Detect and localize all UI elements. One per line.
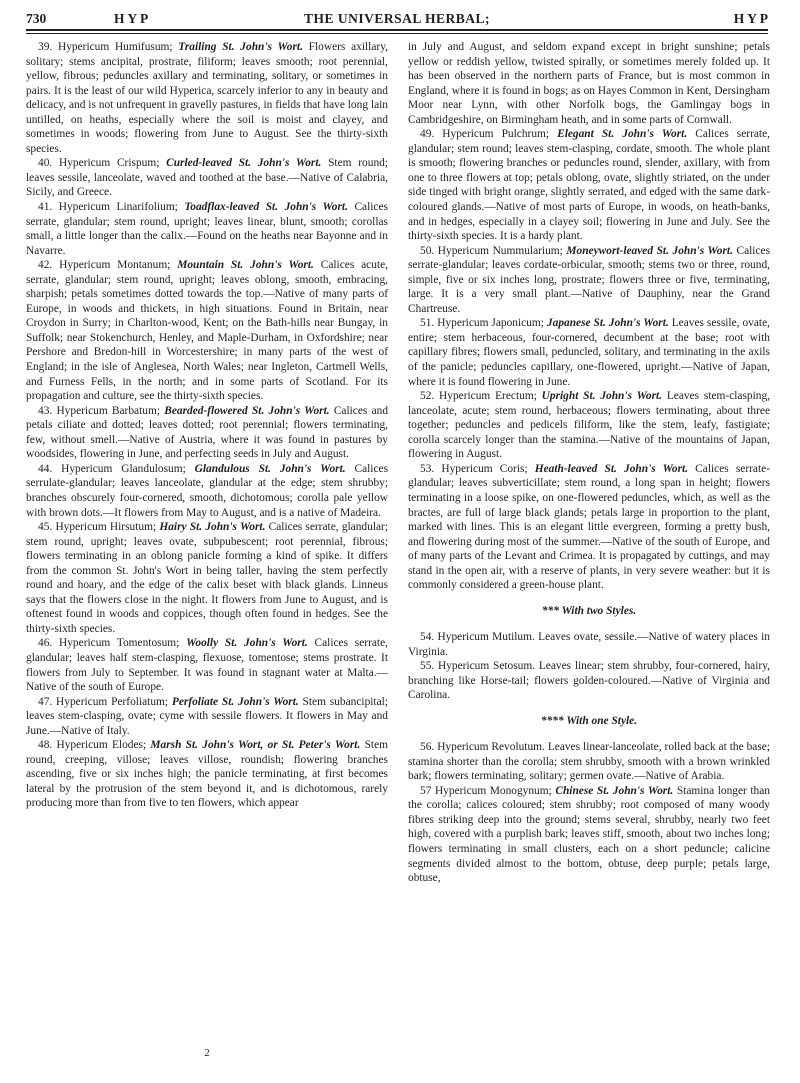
common-name: Trailing St. John's Wort. <box>178 41 303 53</box>
species-entry: 50. Hypericum Nummularium; Moneywort-leaved St. John's Wort. Calices serrate-glandular; leaves cordate-orbicular, smooth; stems two or three, round, simple, five or six inches long, prostrate; flowers three or five, terminating, large. It is a very small plant.—Native of Dauphiny, near the Grand Chartreuse. <box>408 244 770 315</box>
species-entry: 43. Hypericum Barbatum; Bearded-flowered St. John's Wort. Calices and petals ciliate and dotted; leaves dotted; root perennial; flowers terminating, few, without smell.—Native of Austria, where it was found in pastures by woodsides, flowering in June, and perfecting seeds in July and August. <box>26 404 389 461</box>
common-name: Curled-leaved St. John's Wort. <box>166 157 322 170</box>
common-name: Elegant St. John's Wort. <box>557 128 688 141</box>
species-entry: 46. Hypericum Tomentosum; Woolly St. John's Wort. Calices serrate, glandular; leaves half stem-clasping, flexuose, tomentose; stems prostrate. It flowers from July to September. It was found in stagnant water at Malta.—Native of the south of Europe. <box>26 637 388 694</box>
common-name: Upright St. John's Wort. <box>541 390 663 403</box>
species-entry: 53. Hypericum Coris; Heath-leaved St. John's Wort. Calices serrate-glandular; leaves subverticillate; stem round, a long span in height; flowers terminating in a loose spike, on one-flowered peduncles, which, as well as the bractes, are full of large black glands; petals large in proportion to the plant, marked with lines. This is an elegant little evergreen, forming a pretty bush, and flowering during most of the summer.—Native of the south of Europe, and of many parts of the Levant and Crimea. It is propagated by cuttings, and may stand in the open air, with a reserve of plants, in very severe weather: but it is commonly considered a green-house plant. <box>408 462 770 592</box>
page-header <box>26 8 768 30</box>
species-entry: 55. Hypericum Setosum. Leaves linear; stem shrubby, four-cornered, hairy, branching like Horse-tail; flowers golden-coloured.—Native of Virginia and Carolina. <box>408 660 770 702</box>
species-entry: 44. Hypericum Glandulosum; Glandulous St. John's Wort. Calices serrulate-glandular; leaves lanceolate, glandular at the edge; stem shrubby; branches obscurely four-cornered, smooth, dichotomous; corolla pale yellow with brown dots.—It flowers from May to August, and is a native of Madeira. <box>26 462 388 519</box>
common-name: Chinese St. John's Wort. <box>555 784 674 797</box>
common-name: Bearded-flowered St. John's Wort. <box>164 404 330 417</box>
species-entry: 47. Hypericum Perfoliatum; Perfoliate St. John's Wort. Stem subancipital; leaves stem-clasping, ovate; cyme with sessile flowers. It flowers in May and June.—Native of Italy. <box>26 695 388 737</box>
species-entry: 48. Hypericum Elodes; Marsh St. John's Wort, or St. Peter's Wort. Stem round, creeping, villose; leaves villose, roundish; flowering branches ascending, five or six inches high; the panicle terminating, at first becomes lateral by the protrusion of the stem beyond it, and is dichotomous, rarely producing more than from five to ten flowers, which appear <box>26 739 388 810</box>
header-right-word: H Y P <box>733 11 768 26</box>
common-name: Mountain St. John's Wort. <box>177 259 314 272</box>
species-entry: 52. Hypericum Erectum; Upright St. John's Wort. Leaves stem-clasping, lanceolate, acute; stem round, herbaceous; flowers terminating, about three together; peduncles and pedicels filiform, like the stem, leafy, fastigiate; corolla scarcely longer than the stamina.—Native of the mountains of Japan, flowering in August. <box>408 390 770 461</box>
common-name: Glandulous St. John's Wort. <box>194 462 346 475</box>
common-name: Hairy St. John's Wort. <box>159 521 266 534</box>
species-entry: 57 Hypericum Monogynum; Chinese St. John's Wort. Stamina longer than the corolla; calices coloured; stem shrubby; root composed of many woody fibres striking deep into the ground; stems several, shrubby, nearly two feet high, covered with a purplish bark; leaves stiff, smooth, about two inches long; flowers terminating in small clusters, each on a short peduncle; calicine segments divided almost to the bottom, obtuse, deep purple; petals large, obtuse, <box>408 784 771 885</box>
species-entry: 56. Hypericum Revolutum. Leaves linear-lanceolate, rolled back at the base; stamina shorter than the corolla; stem shrubby, smooth with a brown wrinkled bark; flowers terminating, solitary; germen ovate.—Native of Arabia. <box>408 741 770 783</box>
signature-mark: 2 <box>204 1047 210 1059</box>
common-name: Japanese St. John's Wort. <box>546 317 669 330</box>
species-entry: 41. Hypericum Linarifolium; Toadflax-leaved St. John's Wort. Calices serrate, glandular; stem round, upright; leaves linear, blunt, smooth; corollas small, a little longer than the calix.—Found on the heaths near Bayonne and in Navarre. <box>26 201 388 257</box>
species-entry: 40. Hypericum Crispum; Curled-leaved St. John's Wort. Stem round; leaves sessile, lanceolate, waved and toothed at the base.—Native of Calabria, Sicily, and Greece. <box>26 157 388 199</box>
species-entry: 49. Hypericum Pulchrum; Elegant St. John's Wort. Calices serrate, glandular; stem round; leaves stem-clasping, cordate, smooth. The whole plant is smooth; flowering branches or peduncles round, slender, axillary, with from one to three flowers at top; petals oblong, ovate, slightly striated, on the under side tinged with bright orange, slightly serrated, and edged with the same dark-coloured glands.—Native of most parts of Europe, in woods, on heath-banks, and in hedges, especially in a clayey soil; flowering in June and July. See the thirty-sixth species. It is a hardy plant. <box>408 128 770 243</box>
common-name: Moneywort-leaved St. John's Wort. <box>566 244 733 257</box>
left-column <box>26 40 388 811</box>
header-left-word: H Y P <box>114 11 149 26</box>
page-number: 730 <box>26 11 47 26</box>
common-name: Heath-leaved St. John's Wort. <box>534 462 689 475</box>
common-name: Woolly St. John's Wort. <box>186 637 308 650</box>
species-entry: in July and August, and seldom expand except in bright sunshine; petals yellow or reddish yellow, twisted spirally, or sometimes merely folded up. It has been observed in the northern parts of France, but is most common in England, where it is found in bogs; as on Hayes Common in Kent, Dersingham Moor near Lynn, with other Norfolk bogs, the Gamlingay bogs in Cambridgeshire, on Birmingham heath, and in some parts of Cornwall. <box>408 41 770 126</box>
species-entry: 39. Hypericum Humifusum; Trailing St. John's Wort. Flowers axillary, solitary; stems ancipital, prostrate, filiform; leaves smooth; root perennial, yellow, fibrous; peduncles axillary and terminating, solitary, or sometimes in pairs. It is the least of our wild Hyperica, scarcely inferior to any in beauty and delicacy, and is not unfrequent in gravelly pastures, in fields that have long lain untilled, on heaths, especially where the soil is moist and clayey, and sometimes in woods; flowering from June to August. See the thirty-sixth species. <box>26 41 388 155</box>
section-heading: **** With one Style. <box>540 715 638 728</box>
right-column <box>408 40 770 886</box>
common-name: Marsh St. John's Wort, or St. Peter's Wort. <box>150 739 361 752</box>
species-entry: 45. Hypericum Hirsutum; Hairy St. John's Wort. Calices serrate, glandular; stem round, upright; leaves ovate, subpubescent; root perennial, fibrous; flowers terminating in an oblong panicle forming a kind of spike. It differs from the common St. John's Wort in being taller, having the stem perfectly round and hoary, and the edge of the calix beset with black glands. Linneus says that the flowers close in the night. It flowers from June to August, and is oftenest found in woods and coppices, though often found in hedges. See the thirty-sixth species. <box>26 521 388 635</box>
species-entry: 42. Hypericum Montanum; Mountain St. John's Wort. Calices acute, serrate, glandular; stem round, upright; leaves oblong, smooth, embracing, sharpish; petals sometimes dotted towards the top.—Native of many parts of Europe, in woods and thickets, in high situations. Found in Britain, near Croydon in Surry; in Charlton-wood, Kent; on the Bath-hills near Bungay, in Suffolk; near Stokenchurch, Henley, and Maple-Durham, in Oxfordshire; near Pershore and Bredon-hill in Worcestershire; in many parts of the west of England; in the isle of Anglesea, North Wales; near Ingleton, Cartmell Wells, and Furness Fells, in the north; and in some parts of Scotland. For its propagation and culture, see the thirty-sixth species. <box>26 259 388 403</box>
species-entry: 51. Hypericum Japonicum; Japanese St. John's Wort. Leaves sessile, ovate, entire; stem herbaceous, four-cornered, decumbent at the base; root with capillary fibres; flowers small, peduncled, solitary, and terminating in the axils of the panicle; peduncles capillary, one-flowered, upright.—Native of Japan, where it is found flowering in June. <box>408 317 770 388</box>
header-rule-thick <box>26 29 768 31</box>
section-heading: *** With two Styles. <box>541 605 637 618</box>
header-rule-thin <box>26 33 768 34</box>
species-entry: 54. Hypericum Mutilum. Leaves ovate, sessile.—Native of watery places in Virginia. <box>408 631 770 658</box>
common-name: Perfoliate St. John's Wort. <box>171 695 299 708</box>
common-name: Toadflax-leaved St. John's Wort. <box>184 201 348 214</box>
running-title: THE UNIVERSAL HERBAL; <box>303 11 491 26</box>
